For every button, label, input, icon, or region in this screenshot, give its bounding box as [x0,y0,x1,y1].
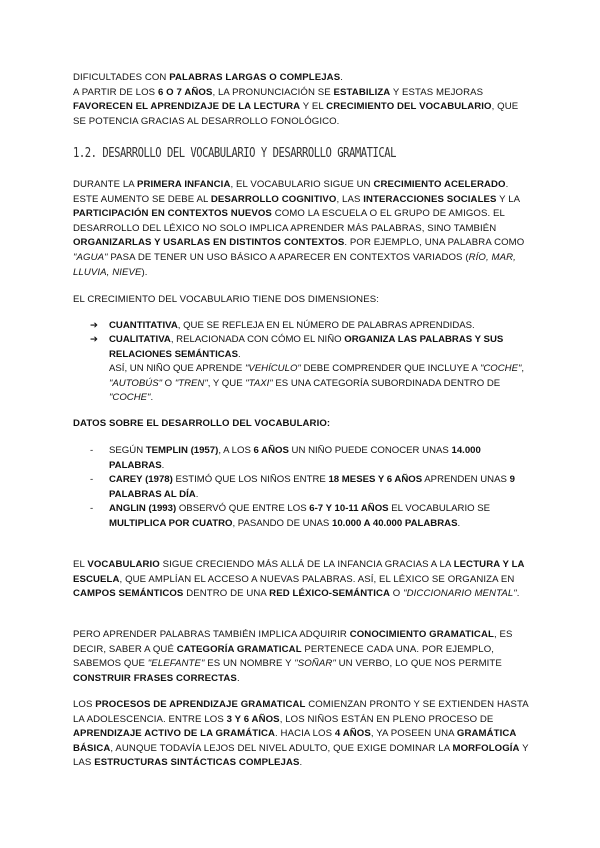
text: UN VERBO, LO QUE NOS PERMITE [335,658,502,670]
text-bold: FAVORECEN EL APRENDIZAJE DE LA LECTURA [73,101,301,113]
text: ). [141,266,148,278]
paragraph-vocabulary-growth [73,178,533,280]
text: , A LOS [218,445,254,456]
text: EL [73,559,88,570]
text-bold: CAMPOS SEMÁNTICOS [73,588,184,600]
text: . [236,672,240,684]
text: OBSERVÓ QUE ENTRE LOS [176,503,310,514]
text: . ESTE AUMENTO SE DEBE AL [73,179,509,205]
text-bold: 18 MESES Y 6 AÑOS [328,474,423,485]
text-italic: "SOÑAR" [294,658,336,670]
text: . [457,517,461,529]
text: COMIENZAN PRONTO Y SE EXTIENDEN HASTA LA ADOLESCENCIA. ENTRE LOS [73,699,529,725]
arrow-bullet-icon: ➔ [90,320,99,331]
dash-bullet: - [90,503,94,514]
text: O [390,588,404,600]
text-bold: ORGANIZA LAS PALABRAS Y SUS RELACIONES SEMÁNTICAS [109,334,504,360]
text: ES UN NOMBRE Y [204,658,295,670]
text: . [161,459,165,471]
text-bold: CAREY (1978) [109,474,173,485]
text: Y EL [300,101,327,113]
text: O [162,377,175,389]
text: . [238,348,241,360]
text: PASA DE TENER UN USO BÁSICO A APARECER EN CONTEXTOS VARIADOS ( [107,251,469,263]
intro-paragraph [73,71,533,129]
text: COMO LA ESCUELA O EL GRUPO DE AMIGOS. EL DESARROLLO DEL LÉXICO NO SOLO IMPLICA APRENDER MÁS PALABRAS, SINO TAMBIÉN [73,208,505,234]
list-item-text [109,502,535,531]
text-italic: "COCHE" [479,363,522,375]
text: ASÍ, UN NIÑO QUE APRENDE [109,363,245,375]
paragraph-grammar-learning [73,698,533,771]
text: PERO APRENDER PALABRAS TAMBIÉN IMPLICA ADQUIRIR [73,629,350,640]
text: A PARTIR DE LOS [73,86,158,98]
data-item-carey [90,473,535,502]
text: DIFICULTADES CON [73,72,170,83]
text-bold: TEMPLIN (1957) [145,445,219,456]
text: . [150,392,154,404]
dash-bullet: - [90,445,94,456]
text: ES UNA CATEGORÍA SUBORDINADA DENTRO DE [272,377,501,389]
text-bold: 6 AÑOS [253,445,289,456]
text-bold: GRAMÁTICA BÁSICA [73,728,517,754]
text: , LOS NIÑOS ESTÁN EN PLENO PROCESO DE [279,713,494,725]
list-item-qualitative [90,333,535,406]
text-bold: CONSTRUIR FRASES CORRECTAS [73,672,237,684]
text: , LA PRONUNCIACIÓN SE [212,86,334,98]
text-bold: MULTIPLICA POR CUATRO [109,517,233,529]
text: SIGUE CRECIENDO MÁS ALLÁ DE LA INFANCIA GRACIAS A LA [159,559,454,570]
text: , [521,363,525,375]
text: Y LA [496,193,520,205]
data-item-anglin [90,502,535,531]
text-bold: 10.000 A 40.000 PALABRAS [331,517,458,529]
text: Y ESTAS MEJORAS [390,86,484,98]
text-italic: "AGUA" [73,251,108,263]
text-bold: PARTICIPACIÓN EN CONTEXTOS NUEVOS [73,208,272,220]
text-italic: "AUTOBÚS" [109,377,163,389]
text: , EL VOCABULARIO SIGUE UN [230,179,374,190]
text: DEBE COMPRENDER QUE INCLUYE A [300,363,480,375]
text-italic: "TAXI" [245,377,273,389]
text: , RELACIONADA CON CÓMO EL NIÑO [170,334,345,345]
text: , QUE SE POTENCIA GRACIAS AL DESARROLLO FONOLÓGICO. [73,101,519,127]
text-bold: CUANTITATIVA [109,320,178,331]
text: . [516,588,520,600]
text-bold: DESARROLLO COGNITIVO [210,193,337,205]
text-bold: APRENDIZAJE ACTIVO DE LA GRAMÁTICA [73,728,276,740]
text-bold: ESTABILIZA [333,86,391,98]
data-item-templin [90,444,535,473]
text-bold: RED LÉXICO-SEMÁNTICA [269,588,391,600]
text-bold: CUALITATIVA [109,334,171,345]
text: SEGÚN [109,445,146,456]
text-bold: CRECIMIENTO DEL VOCABULARIO [326,101,492,113]
text-bold: ORGANIZARLAS Y USARLAS EN DISTINTOS CONTEXTOS [73,237,345,249]
list-item-text [109,444,535,473]
text-italic: "DICCIONARIO MENTAL" [403,588,517,600]
text-bold: 9 PALABRAS AL DÍA [109,474,515,500]
text-bold: LECTURA Y LA ESCUELA [73,559,525,585]
paragraph-dimensions-intro: EL CRECIMIENTO DEL VOCABULARIO TIENE DOS DIMENSIONES: [73,294,379,305]
text: DURANTE LA [73,179,138,190]
text-bold: CONOCIMIENTO GRAMATICAL [349,629,494,640]
text: . HACIA LOS [275,728,335,740]
paragraph-grammatical-knowledge [73,628,533,686]
text-bold: 14.000 PALABRAS [109,445,481,471]
text-bold: CATEGORÍA GRAMATICAL [176,643,302,655]
text-bold: INTERACCIONES SOCIALES [363,193,497,205]
text: UN NIÑO PUEDE CONOCER UNAS [288,445,452,456]
text: APRENDEN UNAS [422,474,510,485]
text-bold: MORFOLOGÍA [452,742,520,754]
text-bold: ANGLIN (1993) [109,503,177,514]
text: , AUNQUE TODAVÍA LEJOS DEL NIVEL ADULTO, QUE EXIGE DOMINAR LA [110,742,453,754]
text-italic: "ELEFANTE" [147,658,205,670]
text: LOS [73,699,96,710]
text-bold: 6 O 7 AÑOS [157,86,213,98]
list-item-quantitative [90,319,535,334]
list-item-text [109,333,535,406]
text: , ES DECIR, SABER A QUÉ [73,629,513,655]
text-italic: "COCHE" [109,392,151,404]
text: Y LAS [73,742,529,769]
list-item-text [109,473,535,502]
text: , Y QUE [207,377,246,389]
text: , QUE AMPLÍAN EL ACCESO A NUEVAS PALABRAS. ASÍ, EL LÉXICO SE ORGANIZA EN [119,573,515,585]
text: , YA POSEEN UNA [370,728,457,740]
dash-bullet: - [90,474,94,485]
data-heading [73,417,533,432]
text: PERTENECE CADA UNA. POR EJEMPLO, SABEMOS QUE [73,643,495,670]
arrow-bullet-icon: ➔ [90,334,99,345]
text: . [340,72,343,83]
list-item-text [109,319,535,334]
text: . [195,488,199,500]
text-bold: PRIMERA INFANCIA [137,179,231,190]
text-bold: 6-7 Y 10-11 AÑOS [309,503,389,514]
text-bold: CRECIMIENTO ACELERADO [373,179,506,190]
text-bold: ESTRUCTURAS SINTÁCTICAS COMPLEJAS [94,757,300,769]
text: EL VOCABULARIO SE [388,503,491,514]
paragraph-lexicon-organization [73,558,533,602]
text-bold: 3 Y 6 AÑOS [226,713,280,725]
text: . POR EJEMPLO, UNA PALABRA COMO [344,237,525,249]
text-bold: DATOS SOBRE EL DESARROLLO DEL VOCABULARIO: [73,418,331,429]
text-bold: PROCESOS DE APRENDIZAJE GRAMATICAL [95,699,306,710]
text-italic: RÍO, MAR, LLUVIA, NIEVE [73,251,516,278]
text: , LAS [336,193,364,205]
section-title: 1.2. DESARROLLO DEL VOCABULARIO Y DESARROLLO GRAMATICAL [73,145,396,161]
text: DENTRO DE UNA [183,588,270,600]
text-italic: "TREN" [174,377,208,389]
text-italic: "VEHÍCULO" [244,363,301,375]
text: , PASANDO DE UNAS [232,517,332,529]
text: . [299,757,303,769]
text-bold: 4 AÑOS [334,728,371,740]
text-bold: VOCABULARIO [87,559,160,570]
text: ESTIMÓ QUE LOS NIÑOS ENTRE [172,474,329,485]
text: , QUE SE REFLEJA EN EL NÚMERO DE PALABRAS APRENDIDAS. [177,320,475,331]
text-bold: PALABRAS LARGAS O COMPLEJAS [169,72,341,83]
